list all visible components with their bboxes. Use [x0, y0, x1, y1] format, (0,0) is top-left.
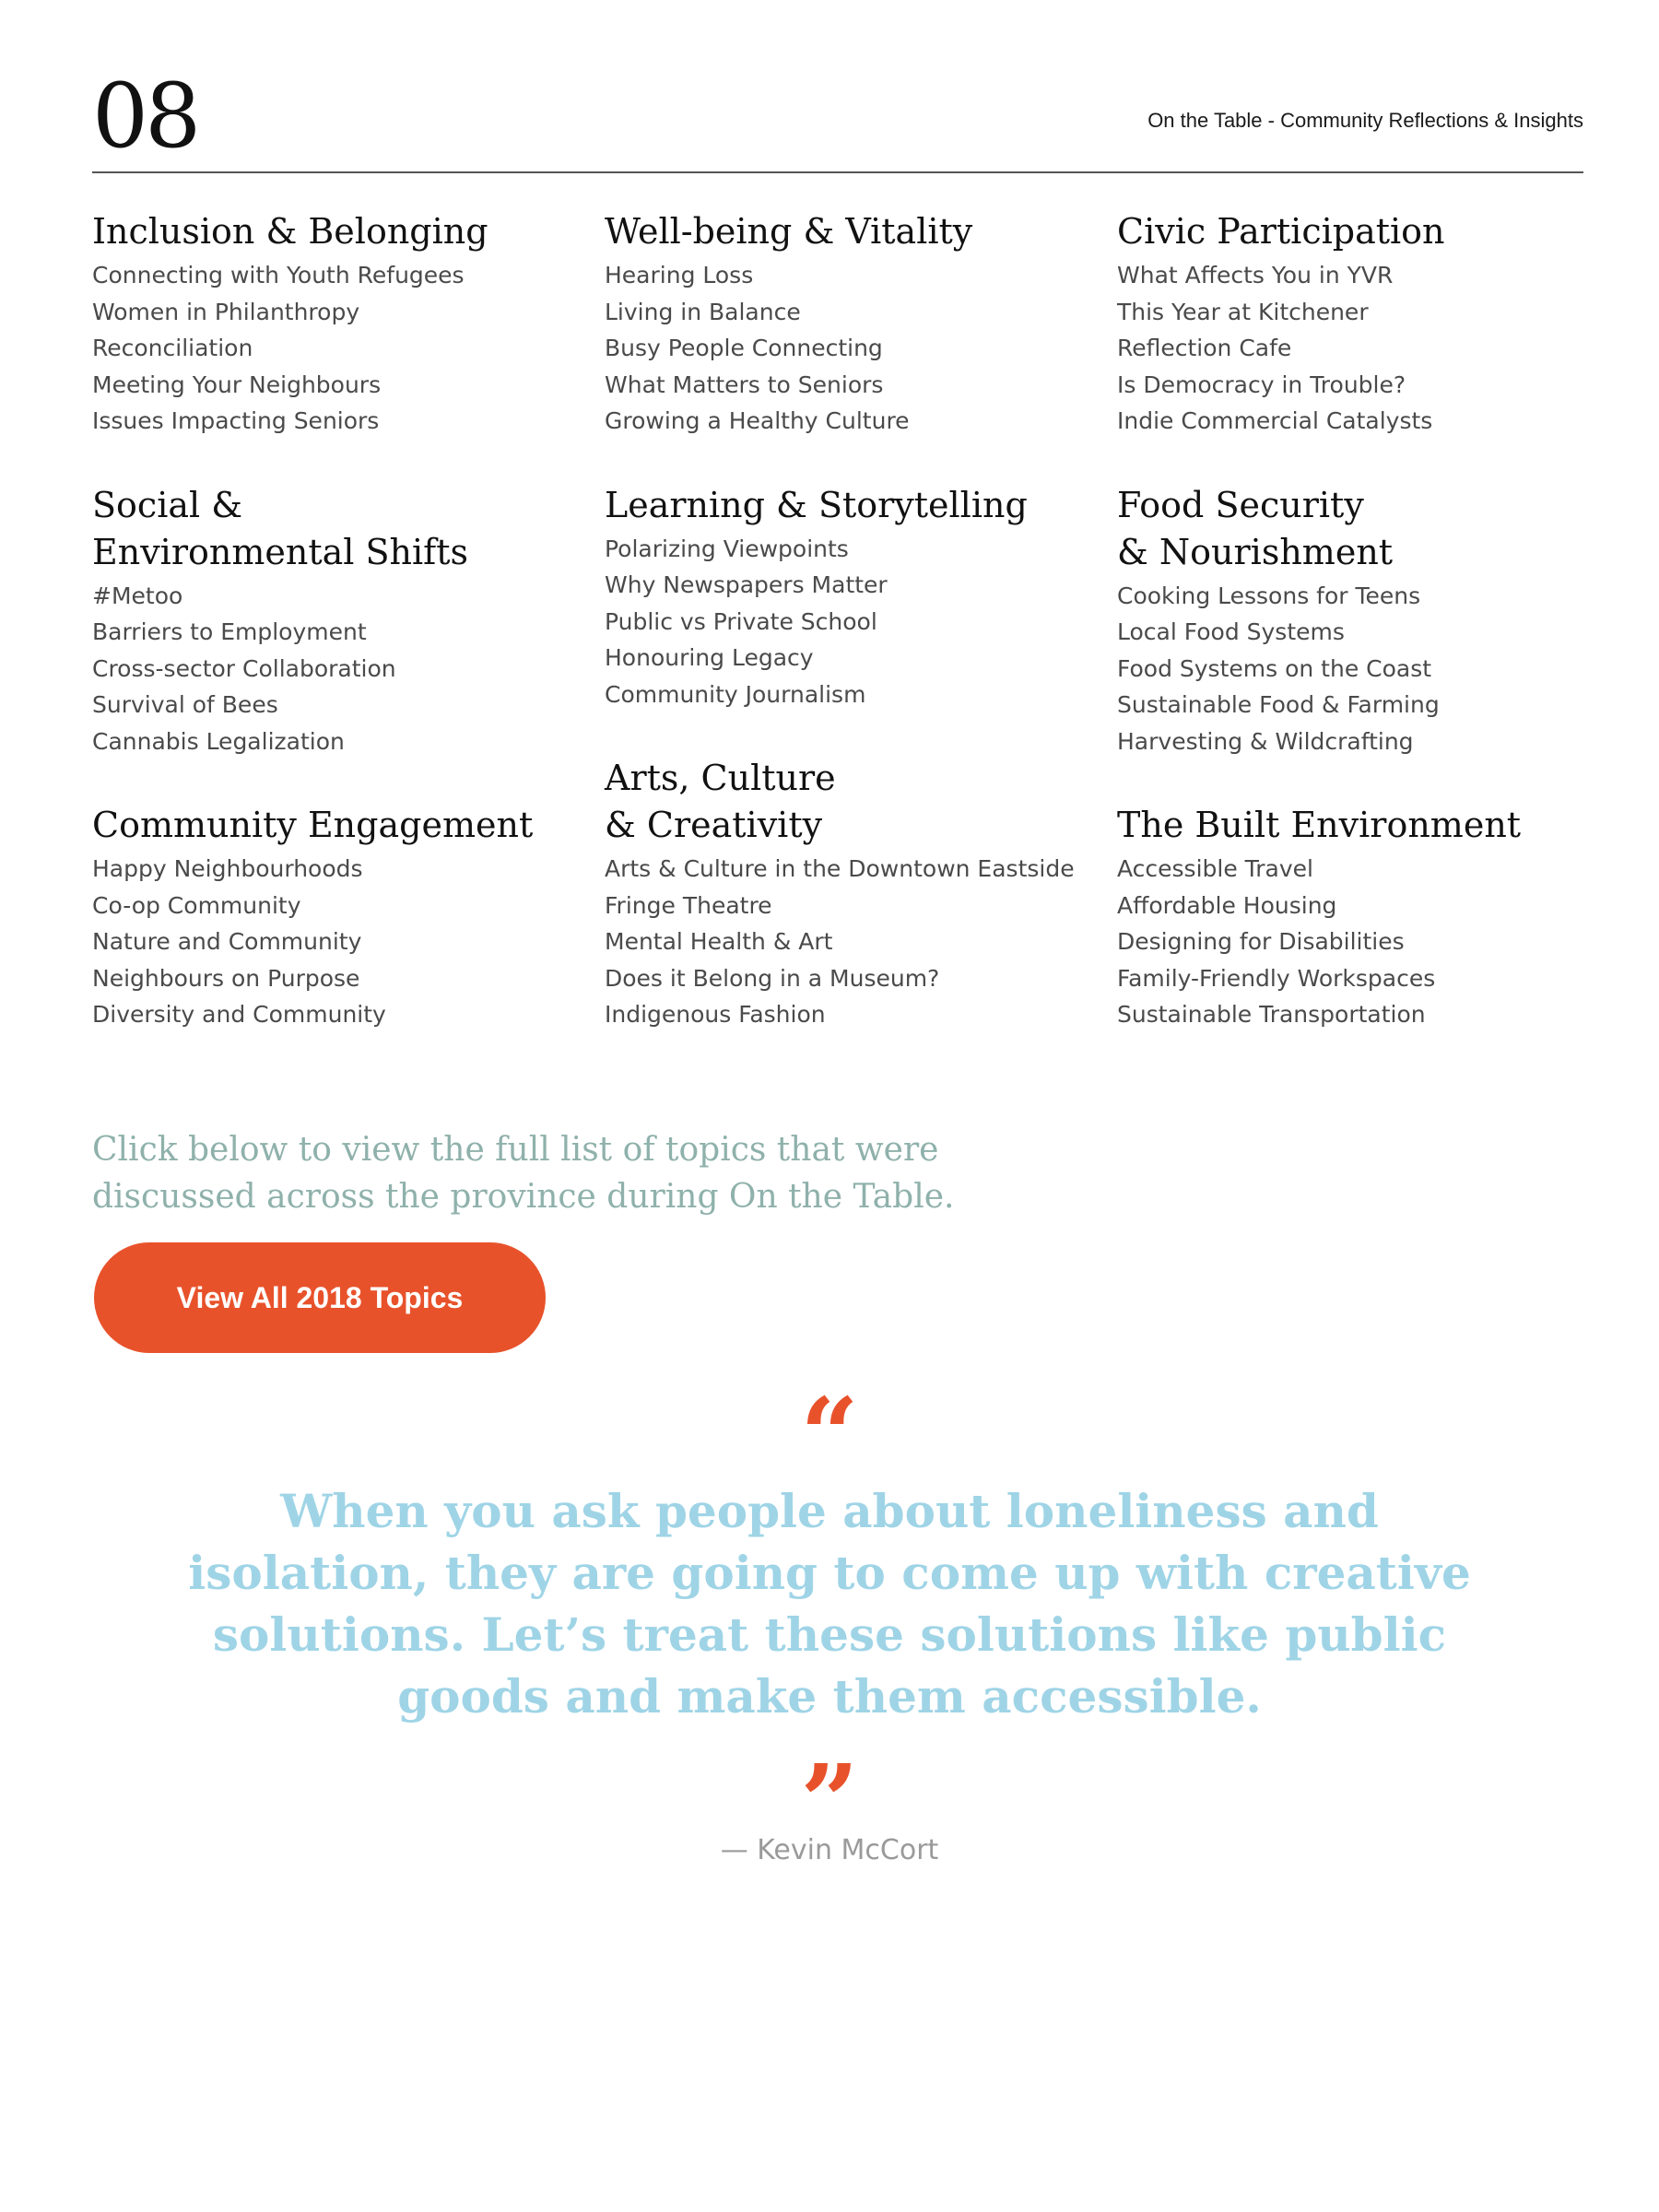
topic-item: Indie Commercial Catalysts [1117, 407, 1433, 434]
topic-group-title: The Built Environment [1117, 805, 1522, 845]
topic-item: Reconciliation [92, 335, 253, 361]
topic-item: Reflection Cafe [1117, 335, 1292, 361]
topic-item: Polarizing Viewpoints [605, 535, 849, 562]
topic-item: Co-op Community [92, 891, 301, 919]
topic-item: Living in Balance [605, 298, 801, 325]
topic-item: Family-Friendly Workspaces [1117, 964, 1436, 992]
topic-item: Issues Impacting Seniors [92, 407, 380, 434]
topic-item: Indigenous Fashion [605, 1001, 826, 1028]
close-quote-icon: ” [800, 1742, 859, 1861]
topic-item: Sustainable Food & Farming [1117, 691, 1440, 718]
topic-group-title: Inclusion & Belonging [92, 211, 488, 252]
topic-item: Accessible Travel [1117, 855, 1313, 882]
open-quote-icon: “ [800, 1375, 859, 1494]
topic-item: Diversity and Community [92, 1001, 386, 1028]
topic-item: Mental Health & Art [605, 928, 833, 955]
topic-group-title: Learning & Storytelling [605, 484, 1028, 525]
topic-item: Survival of Bees [92, 691, 278, 718]
topic-item: Growing a Healthy Culture [605, 407, 910, 434]
topic-item: Harvesting & Wildcrafting [1117, 727, 1414, 755]
running-head: On the Table - Community Reflections & Insights [1147, 109, 1583, 132]
topic-item: Food Systems on the Coast [1117, 654, 1432, 682]
topic-columns [92, 208, 1585, 1076]
topic-item: Public vs Private School [605, 607, 877, 635]
topic-item: Cannabis Legalization [92, 727, 345, 755]
topic-item: Fringe Theatre [605, 891, 772, 919]
topic-group-title: Well-being & Vitality [605, 211, 973, 252]
topic-item: This Year at Kitchener [1117, 298, 1369, 325]
topic-item: Meeting Your Neighbours [92, 371, 382, 398]
quote-attribution: — Kevin McCort [720, 1834, 939, 1866]
topic-group-title: Social & Environmental Shifts [92, 484, 468, 572]
topic-item: What Matters to Seniors [605, 371, 884, 398]
topic-group [605, 755, 1117, 1033]
topic-item: Community Journalism [605, 680, 866, 708]
topic-column-1 [92, 208, 605, 1076]
topic-item: Local Food Systems [1117, 618, 1345, 645]
topic-item: Arts & Culture in the Downtown Eastside [605, 855, 1075, 882]
topic-column-2 [605, 208, 1117, 1076]
topic-item: Busy People Connecting [605, 335, 883, 361]
topic-item: Affordable Housing [1117, 891, 1337, 919]
topic-group [1117, 482, 1585, 760]
topic-group [1117, 802, 1585, 1033]
topic-item: Sustainable Transportation [1117, 1001, 1426, 1028]
topic-item: Cooking Lessons for Teens [1117, 582, 1421, 609]
topic-item: Connecting with Youth Refugees [92, 262, 465, 288]
topic-item: Neighbours on Purpose [92, 964, 360, 992]
topic-item: Hearing Loss [605, 262, 754, 288]
topic-item: #Metoo [92, 582, 183, 609]
topic-item: Is Democracy in Trouble? [1117, 371, 1406, 398]
topic-item: Designing for Disabilities [1117, 928, 1405, 955]
topic-group-title: Arts, Culture & Creativity [605, 758, 836, 845]
topic-group [605, 482, 1117, 713]
header-rule [92, 171, 1583, 173]
pull-quote: When you ask people about loneliness and isolation, they are going to come up with creative solutions. Let’s treat these solutions like public goods and make them accessible. [188, 1484, 1471, 1724]
topic-group [605, 208, 1117, 440]
topic-group [92, 482, 605, 760]
topic-item: Nature and Community [92, 928, 362, 955]
view-all-topics-button[interactable]: View All 2018 Topics [94, 1242, 546, 1353]
topic-item: Why Newspapers Matter [605, 571, 888, 598]
topic-item: What Affects You in YVR [1117, 262, 1394, 288]
intro-text: Click below to view the full list of topics that were discussed across the province during On the Table. [92, 1131, 955, 1216]
topic-group-title: Community Engagement [92, 805, 534, 845]
topic-item: Barriers to Employment [92, 618, 367, 645]
topic-item: Happy Neighbourhoods [92, 855, 363, 882]
topic-column-3 [1117, 208, 1585, 1076]
topic-group [92, 208, 605, 440]
topic-item: Women in Philanthropy [92, 298, 360, 325]
topic-item: Honouring Legacy [605, 644, 814, 671]
topic-group [92, 802, 605, 1033]
topic-item: Does it Belong in a Museum? [605, 964, 940, 992]
page-number: 08 [92, 65, 198, 168]
topic-group [1117, 208, 1585, 440]
topic-item: Cross-sector Collaboration [92, 654, 396, 682]
topic-group-title: Civic Participation [1117, 211, 1445, 252]
topic-group-title: Food Security & Nourishment [1117, 484, 1394, 572]
